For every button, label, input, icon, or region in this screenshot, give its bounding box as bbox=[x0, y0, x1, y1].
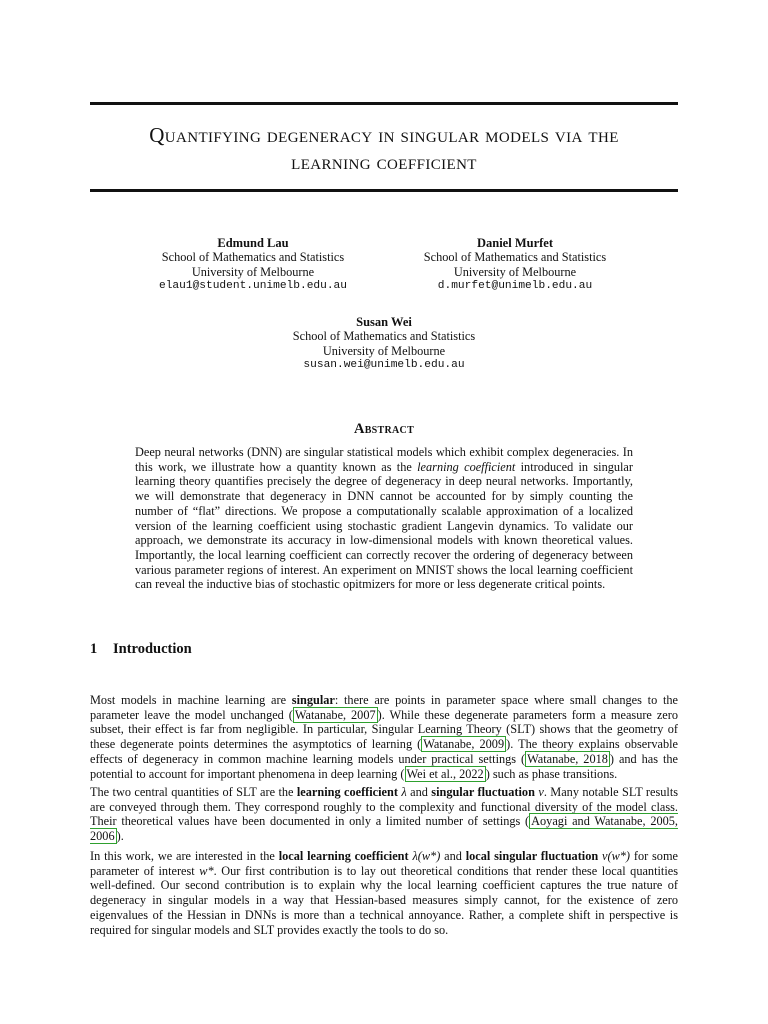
paragraph-text: and bbox=[440, 849, 466, 863]
paragraph-text: ). bbox=[116, 829, 124, 844]
abstract-emphasis: learning coefficient bbox=[417, 459, 516, 474]
citation-link[interactable]: Aoyagi and Watanabe, 2005, 2006 bbox=[90, 814, 678, 844]
author-block-3 bbox=[254, 315, 514, 373]
abstract-body bbox=[135, 445, 633, 592]
bold-term: singular bbox=[291, 693, 335, 707]
math-symbol: λ(w*) bbox=[412, 849, 441, 863]
math-symbol: ν(w*) bbox=[602, 849, 631, 863]
bold-term: learning coefficient bbox=[296, 785, 398, 799]
author-email: susan.wei@unimelb.edu.au bbox=[303, 359, 465, 372]
paragraph-text: ). The theory explains observable effects of degeneracy in common machine learning models under practical settings ( bbox=[90, 737, 678, 766]
citation-link[interactable]: Wei et al., 2022 bbox=[406, 766, 484, 781]
section-title: Introduction bbox=[113, 641, 192, 657]
author-name: Edmund Lau bbox=[217, 236, 289, 250]
citation-link[interactable]: Watanabe, 2009 bbox=[423, 737, 505, 752]
intro-paragraph-2 bbox=[90, 785, 678, 844]
paragraph-text: In this work, we are interested in the bbox=[90, 849, 279, 863]
paragraph-text: ). While these degenerate parameters form a measure zero subset, their effect is far from negligible. In particular, Singular Learning Theory (SLT) shows that the geometry of these degenerate points determines the asymptotics of learning ( bbox=[90, 707, 678, 752]
section-heading bbox=[90, 641, 192, 658]
paragraph-text: ) and has the potential to account for important phenomena in deep learning ( bbox=[90, 751, 678, 781]
author-block-2 bbox=[385, 236, 645, 294]
bold-term: singular fluctuation bbox=[431, 785, 535, 799]
intro-paragraph-3 bbox=[90, 849, 678, 937]
paragraph-text: ) such as phase transitions. bbox=[485, 766, 618, 781]
section-number: 1 bbox=[90, 641, 98, 657]
bold-term: local singular fluctuation bbox=[465, 849, 599, 863]
citation-link[interactable]: Watanabe, 2018 bbox=[527, 751, 608, 766]
abstract-text: Deep neural networks (DNN) are singular statistical models which exhibit complex degeneracies. In this work, we illustrate how a quantity known as the bbox=[135, 445, 633, 474]
paragraph-text: . Our first contribution is to lay out theoretical conditions that render these local quantities well-defined. Our second contribution is to explain why the local learning coefficient captures the true nature of degeneracy in singular models in a way that Hessian-based measures simply cannot, for the existence of zero eigenvalues of the Hessian in DNNs is more than a technical annoyance. Rather, a complete shift in perspective is required for singular models and SLT provides exactly the tools to do so. bbox=[90, 863, 678, 937]
citation-link[interactable]: Watanabe, 2007 bbox=[294, 707, 376, 722]
bottom-rule bbox=[90, 189, 678, 192]
author-email: elau1@student.unimelb.edu.au bbox=[159, 280, 347, 293]
math-symbol: ν bbox=[538, 785, 544, 799]
abstract-text: introduced in singular learning theory quantifies precisely the degree of degeneracy in deep neural networks. Importantly, we will demonstrate that degeneracy in DNN cannot be accounted for by simply counting the number of “flat” directions. We propose a computationally scalable approximation of a localized version of the learning coefficient using stochastic gradient Langevin dynamics. To validate our approach, we demonstrate its accuracy in low-dimensional models with known theoretical values. Importantly, the local learning coefficient can correctly recover the ordering of degeneracy between various parameter regions of interest. An experiment on MNIST shows the local learning coefficient can reveal the inductive bias of stochastic opitmizers for more or less degenerate critical points. bbox=[135, 459, 633, 592]
bold-term: local learning coefficient bbox=[278, 849, 409, 863]
author-affiliation: School of Mathematics and Statistics bbox=[292, 329, 476, 344]
intro-paragraph-1 bbox=[90, 693, 678, 781]
author-affiliation: School of Mathematics and Statistics bbox=[423, 250, 607, 265]
paragraph-text: The two central quantities of SLT are the bbox=[90, 785, 297, 799]
paragraph-text: and bbox=[406, 785, 432, 799]
author-email: d.murfet@unimelb.edu.au bbox=[437, 280, 593, 293]
author-institution: University of Melbourne bbox=[191, 264, 315, 279]
paragraph-text: for some parameter of interest bbox=[90, 849, 678, 878]
author-affiliation: School of Mathematics and Statistics bbox=[161, 250, 345, 265]
author-name: Susan Wei bbox=[356, 315, 412, 329]
math-symbol: λ bbox=[401, 785, 407, 799]
math-symbol: w* bbox=[199, 863, 214, 878]
paragraph-text: : there are points in parameter space where small changes to the parameter leave the model unchanged ( bbox=[90, 693, 679, 722]
paper-title-line-1: Quantifying degeneracy in singular models via the bbox=[149, 123, 619, 147]
paragraph-text: . Many notable SLT results are conveyed through them. They correspond roughly to the complexity and functional diversity of the model class. Their theoretical values have been documented in only a limited number of settings ( bbox=[90, 785, 679, 829]
author-block-1 bbox=[123, 236, 383, 294]
author-institution: University of Melbourne bbox=[453, 264, 577, 279]
paragraph-text: Most models in machine learning are bbox=[90, 693, 292, 707]
top-rule bbox=[90, 102, 678, 105]
paper-title-line-2: learning coefficient bbox=[291, 150, 477, 174]
abstract-heading: Abstract bbox=[353, 421, 415, 437]
author-institution: University of Melbourne bbox=[322, 343, 446, 358]
author-name: Daniel Murfet bbox=[476, 236, 554, 250]
